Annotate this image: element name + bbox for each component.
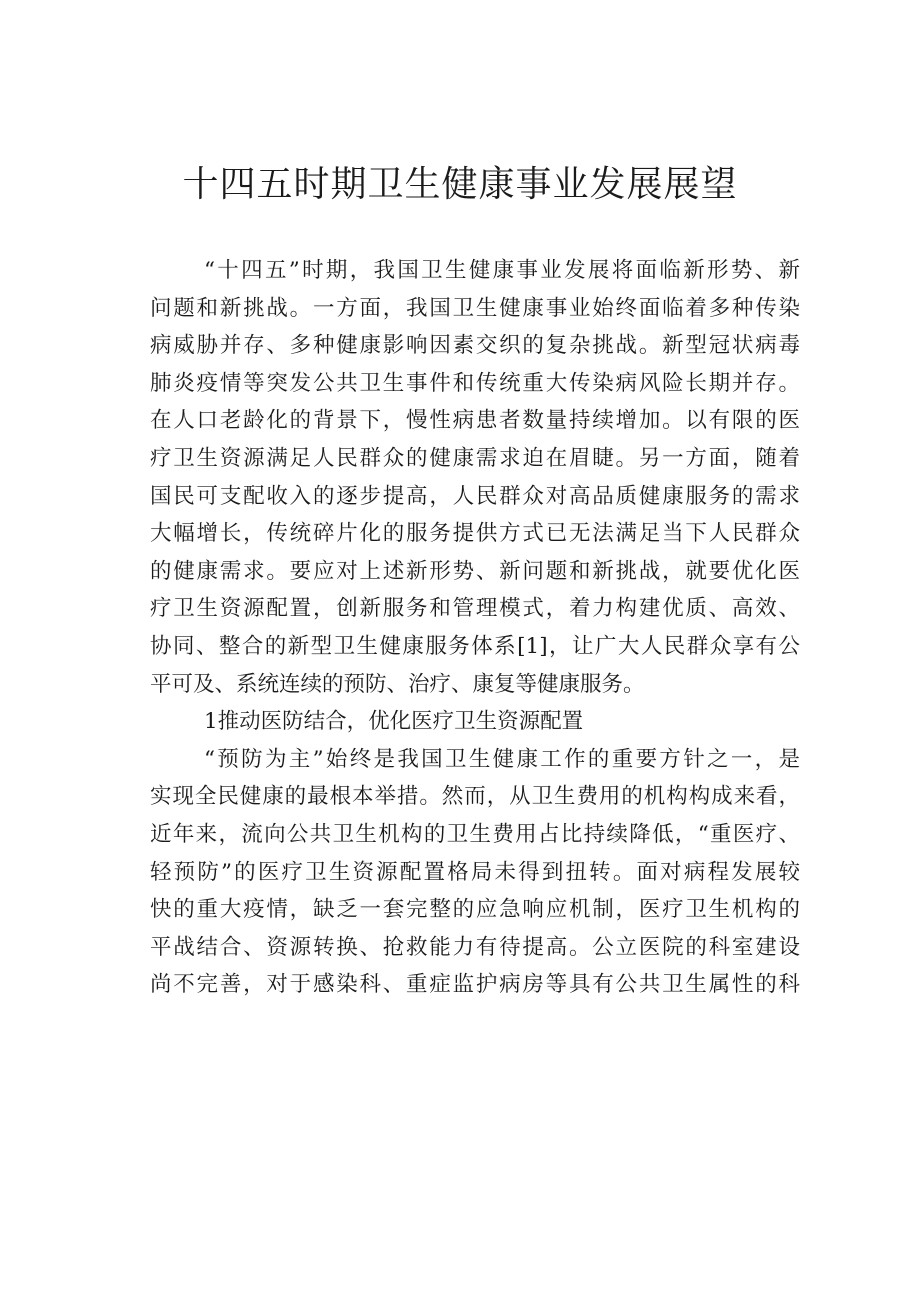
paragraph-line: 尚不完善，对于感染科、重症监护病房等具有公共卫生属性的科 [150,972,800,998]
paragraph-line: 疗卫生资源配置，创新服务和管理模式，着力构建优质、高效、 [150,596,800,622]
paragraph-line: 问题和新挑战。一方面，我国卫生健康事业始终面临着多种传染 [150,295,800,321]
paragraph-line: 大幅增长，传统碎片化的服务提供方式已无法满足当下人民群众 [150,521,800,547]
paragraph-line: “预防为主”始终是我国卫生健康工作的重要方针之一，是 [204,746,800,772]
paragraph-line: 实现全民健康的最根本举措。然而，从卫生费用的机构构成来看， [150,784,800,810]
paragraph-line: “十四五”时期，我国卫生健康事业发展将面临新形势、新 [204,258,800,283]
document-title: 十四五时期卫生健康事业发展展望 [182,164,738,205]
paragraph-line: 肺炎疫情等突发公共卫生事件和传统重大传染病风险长期并存。 [150,370,800,396]
paragraph-line: 协同、整合的新型卫生健康服务体系[1]，让广大人民群众享有公 [150,633,800,659]
paragraph-line: 近年来，流向公共卫生机构的卫生费用占比持续降低，“重医疗、 [150,821,800,847]
paragraph-line: 国民可支配收入的逐步提高，人民群众对高品质健康服务的需求 [150,483,800,509]
paragraph-line: 病威胁并存、多种健康影响因素交织的复杂挑战。新型冠状病毒 [150,333,800,359]
paragraph-line: 在人口老龄化的背景下，慢性病患者数量持续增加。以有限的医 [150,408,800,434]
document-body [150,252,800,1004]
paragraph-line: 轻预防”的医疗卫生资源配置格局未得到扭转。面对病程发展较 [150,859,800,885]
paragraph-line: 平战结合、资源转换、抢救能力有待提高。公立医院的科室建设 [150,934,800,960]
paragraph-line: 快的重大疫情，缺乏一套完整的应急响应机制，医疗卫生机构的 [150,897,800,923]
paragraph-line: 平可及、系统连续的预防、治疗、康复等健康服务。 [150,671,645,697]
paragraph-line: 疗卫生资源满足人民群众的健康需求迫在眉睫。另一方面，随着 [150,445,800,471]
paragraph-line: 的健康需求。要应对上述新形势、新问题和新挑战，就要优化医 [150,558,800,584]
section-heading: 1推动医防结合，优化医疗卫生资源配置 [204,709,584,735]
